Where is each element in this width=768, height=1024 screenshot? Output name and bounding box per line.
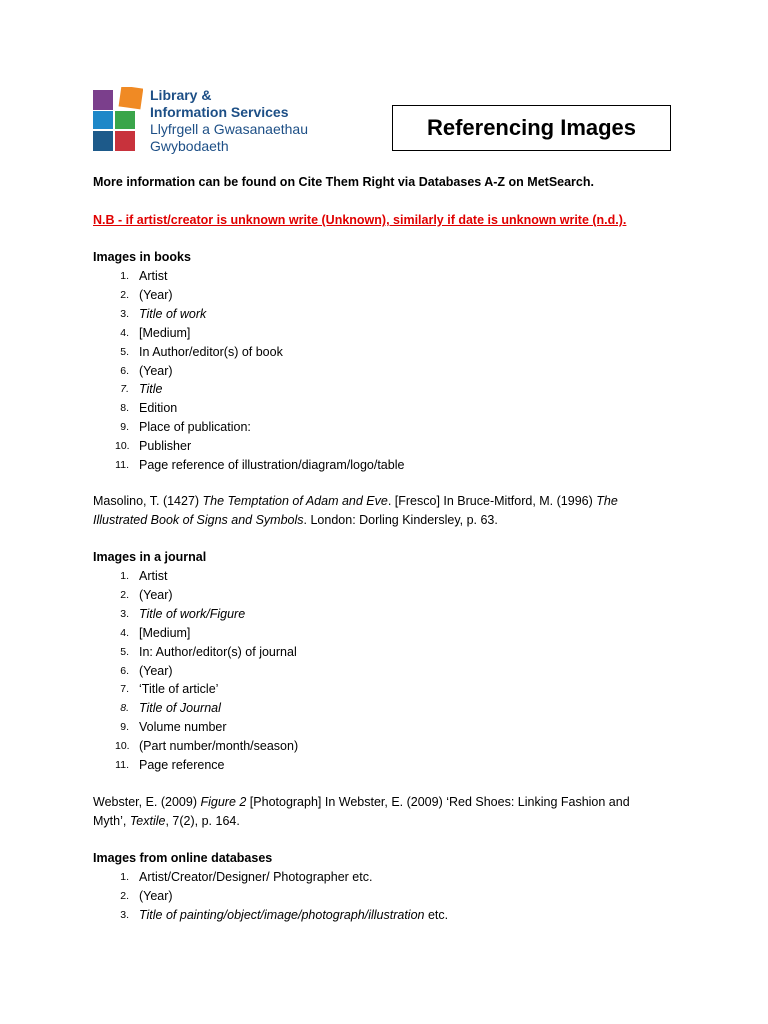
example-text: [Photograph] In Webster, E. (2009) ‘Red Shoes: Linking Fashion and Myth’, — [93, 795, 630, 828]
list-item — [93, 737, 298, 756]
list-item-text: ‘Title of article’ — [139, 682, 219, 697]
list-number: 1. — [120, 270, 129, 282]
list-item — [93, 624, 298, 643]
list-number: 11. — [115, 459, 129, 472]
list-number: 6. — [120, 364, 129, 377]
list-item — [93, 680, 298, 699]
list-item-text: [Medium] — [139, 325, 191, 340]
list-item — [93, 267, 404, 286]
journal-list — [93, 567, 298, 775]
example-text: . London: Dorling Kindersley, p. 63. — [303, 513, 498, 527]
list-item-text: Publisher — [139, 439, 192, 454]
list-item-text: Page reference of illustration/diagram/logo/table — [139, 458, 405, 473]
list-item-text: (Year) — [139, 663, 173, 678]
list-item-text: Edition — [139, 401, 178, 416]
list-item-text: Artist — [139, 269, 168, 283]
list-item-suffix: etc. — [424, 907, 449, 922]
list-number: 1. — [120, 570, 129, 582]
note-text: N.B - if artist/creator is unknown write (Unknown), similarly if date is unknown write (n.d.). — [93, 213, 627, 227]
list-item-text: Volume number — [139, 720, 227, 735]
list-item — [93, 868, 448, 887]
list-item-text: Title of painting/object/image/photograph/illustration — [139, 907, 425, 922]
list-item — [93, 418, 404, 437]
logo-squares-icon — [93, 87, 143, 153]
list-number: 2. — [120, 288, 129, 301]
list-number: 3. — [120, 307, 129, 320]
list-item — [93, 756, 298, 775]
list-number: 10. — [115, 740, 130, 753]
journal-heading: Images in a journal — [93, 550, 207, 564]
list-item — [93, 887, 448, 906]
list-item-text: (Year) — [139, 888, 173, 903]
list-item — [93, 305, 404, 324]
logo-line-3: Llyfrgell a Gwasanaethau — [150, 121, 308, 137]
example-italic: Textile — [129, 814, 166, 828]
list-number: 8. — [120, 702, 129, 715]
example-italic: Figure 2 — [200, 795, 247, 809]
list-item — [93, 662, 298, 681]
list-item-text: In Author/editor(s) of book — [139, 344, 283, 359]
list-number: 5. — [120, 645, 129, 658]
list-item-text: Artist — [139, 569, 168, 583]
intro-text: More information can be found on Cite Them Right via Databases A-Z on MetSearch. — [93, 175, 594, 189]
list-item-text: Title of Journal — [139, 701, 221, 716]
list-number: 3. — [120, 908, 129, 921]
list-number: 1. — [120, 871, 129, 883]
logo-line-1: Library & — [150, 87, 212, 103]
online-heading: Images from online databases — [93, 851, 273, 865]
list-item — [93, 605, 298, 624]
list-item — [93, 437, 404, 456]
list-item — [93, 456, 404, 475]
list-number: 11. — [115, 759, 129, 772]
list-number: 10. — [115, 440, 130, 453]
list-item-text: Page reference — [139, 758, 225, 773]
list-item-text: (Year) — [139, 587, 173, 602]
example-italic: The Temptation of Adam and Eve — [202, 494, 388, 508]
list-item-text: Title of work — [139, 306, 207, 321]
list-number: 6. — [120, 664, 129, 677]
list-item-text: [Medium] — [139, 625, 191, 640]
list-number: 4. — [120, 326, 129, 339]
list-item-text: Title — [139, 382, 163, 397]
list-number: 4. — [120, 626, 129, 639]
list-item — [93, 324, 404, 343]
list-number: 2. — [120, 889, 129, 902]
journal-example — [93, 793, 653, 831]
list-item-text: Place of publication: — [139, 420, 251, 435]
list-item — [93, 343, 404, 362]
list-item-text: Title of work/Figure — [139, 606, 246, 621]
list-item — [93, 567, 298, 586]
list-item — [93, 399, 404, 418]
list-item — [93, 643, 298, 662]
example-text: Webster, E. (2009) — [93, 795, 201, 809]
list-item-text: (Year) — [139, 363, 173, 378]
books-heading: Images in books — [93, 250, 191, 264]
list-number: 7. — [120, 383, 129, 396]
list-number: 5. — [120, 345, 129, 358]
list-item-text: In: Author/editor(s) of journal — [139, 644, 297, 659]
list-item — [93, 362, 404, 381]
logo-line-4: Gwybodaeth — [150, 138, 229, 154]
example-text: , 7(2), p. 164. — [165, 814, 240, 828]
list-item — [93, 906, 448, 925]
online-list — [93, 868, 448, 925]
list-number: 3. — [120, 607, 129, 620]
logo-text — [150, 87, 308, 155]
list-item — [93, 718, 298, 737]
list-item — [93, 380, 404, 399]
example-italic: The Illustrated Book of Signs and Symbols — [93, 494, 618, 527]
list-item-text: Artist/Creator/Designer/ Photographer etc. — [139, 870, 373, 884]
page-title: Referencing Images — [392, 105, 671, 151]
list-item — [93, 286, 404, 305]
list-item — [93, 586, 298, 605]
books-list — [93, 267, 404, 475]
books-example — [93, 492, 653, 530]
list-item — [93, 699, 298, 718]
example-text: . [Fresco] In Bruce-Mitford, M. (1996) — [387, 494, 597, 508]
list-item-text: (Part number/month/season) — [139, 739, 299, 754]
example-text: Masolino, T. (1427) — [93, 494, 203, 508]
list-number: 8. — [120, 402, 129, 415]
logo-line-2: Information Services — [150, 104, 289, 120]
list-number: 9. — [120, 421, 129, 434]
list-item-text: (Year) — [139, 287, 173, 302]
list-number: 9. — [120, 721, 129, 734]
library-logo — [93, 87, 333, 153]
list-number: 2. — [120, 588, 129, 601]
list-number: 7. — [120, 683, 129, 696]
